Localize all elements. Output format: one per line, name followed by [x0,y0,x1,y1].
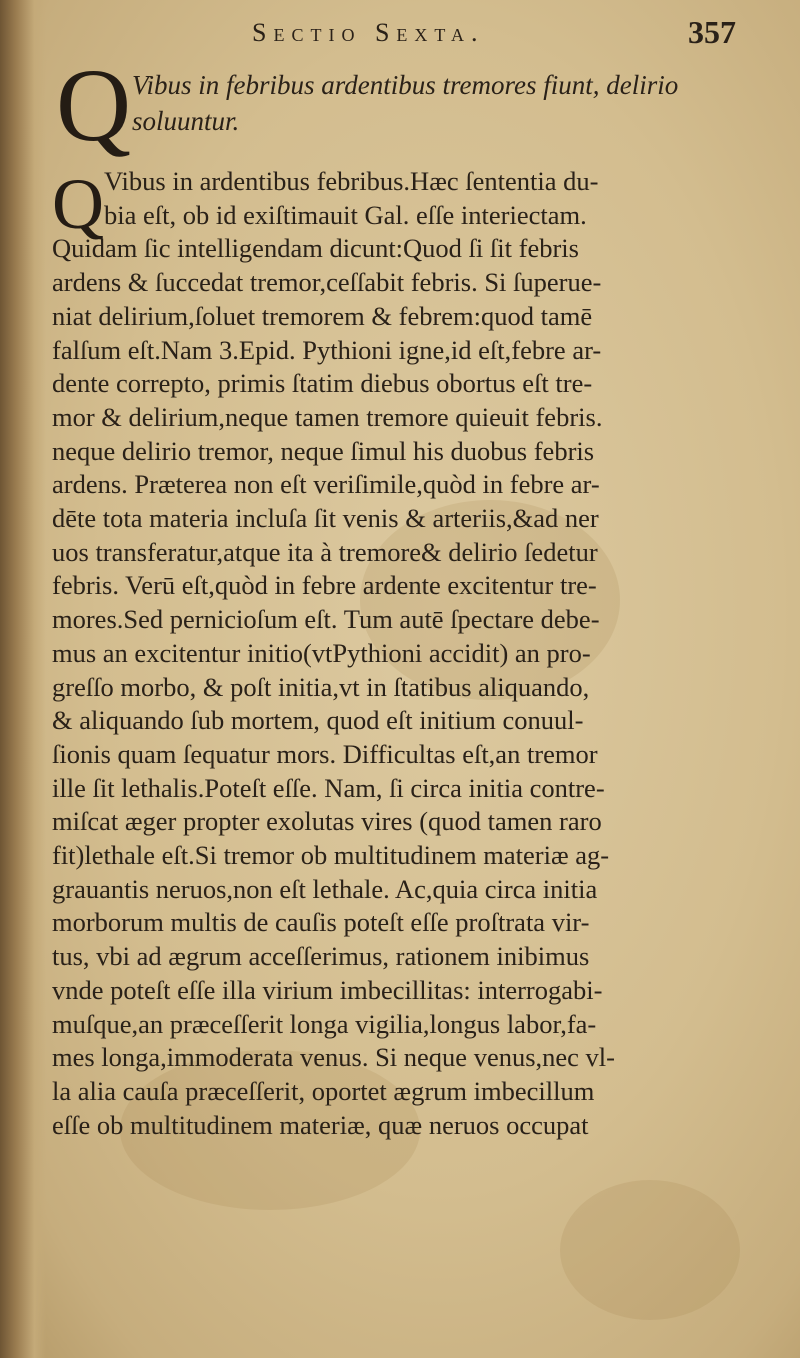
commentary-line: mor & delirium,neque tamen tremore quieuit febris. [52,401,603,432]
commentary-line: & aliquando ſub mortem, quod eſt initium conuul- [52,705,584,736]
commentary-line: mores.Sed pernicioſum eſt. Tum autē ſpectare debe- [52,604,600,635]
paper-stain [560,1180,740,1320]
commentary-line: ardens & ſuccedat tremor,ceſſabit febris. Si ſuperue- [52,267,602,298]
commentary-line: ſionis quam ſequatur mors. Difficultas eſt,an tremor [52,738,598,769]
aphorism-line: Vibus in febribus ardentibus tremores fiunt, delirio [132,70,679,100]
commentary-line: fit)lethale eſt.Si tremor ob multitudinem materiæ ag- [52,840,610,870]
running-head: Sectio Sexta. [252,18,485,47]
commentary-line: muſque,an præceſſerit longa vigilia,longus labor,fa- [52,1008,597,1039]
aphorism-line: soluuntur. [132,106,240,136]
commentary-line: niat delirium,ſoluet tremorem & febrem:quod tamē [52,300,593,331]
drop-cap-initial: Q [56,48,132,163]
page-number: 357 [688,14,736,50]
binding-gutter [0,0,46,1358]
commentary-line: greſſo morbo, & poſt initia,vt in ſtatibus aliquando, [52,671,590,702]
drop-cap-initial: Q [52,164,104,244]
commentary-line: morborum multis de cauſis poteſt eſſe proſtrata vir- [52,907,590,938]
aphorism [56,48,746,163]
commentary-line: neque delirio tremor, neque ſimul his duobus febris [52,435,595,466]
commentary-line: mus an excitentur initio(vtPythioni accidit) an pro- [52,637,591,668]
commentary-line: grauantis neruos,non eſt lethale. Ac,quia circa initia [52,873,598,904]
commentary-line: Quidam ſic intelligendam dicunt:Quod ſi ſit febris [52,233,579,264]
commentary-line: mes longa,immoderata venus. Si neque venus,nec vl- [52,1042,615,1073]
commentary-line: eſſe ob multitudinem materiæ, quæ neruos occupat [52,1109,589,1140]
commentary-line: la alia cauſa præceſſerit, oportet ægrum imbecillum [52,1075,595,1106]
commentary-line: bia eſt, ob id exiſtimauit Gal. eſſe interiectam. [104,199,587,230]
commentary-line: ardens. Præterea non eſt veriſimile,quòd in febre ar- [52,469,600,500]
commentary-line: dēte tota materia incluſa ſit venis & arteriis,&ad ner [52,503,599,533]
commentary-line: tus, vbi ad ægrum acceſſerimus, rationem inibimus [52,941,590,972]
commentary-line: ille ſit lethalis.Poteſt eſſe. Nam, ſi circa initia contre- [52,772,605,803]
commentary-line: falſum eſt.Nam 3.Epid. Pythioni igne,id eſt,febre ar- [52,334,602,365]
commentary-line: dente correpto, primis ſtatim diebus obortus eſt tre- [52,368,593,399]
commentary-line: vnde poteſt eſſe illa virium imbecillitas: interrogabi- [52,974,603,1005]
commentary-line: uos transferatur,atque ita à tremore& delirio ſedetur [52,536,598,567]
commentary-line: Vibus in ardentibus febribus.Hæc ſententia du- [104,166,599,196]
commentary-line: miſcat æger propter exolutas vires (quod tamen raro [52,806,602,837]
commentary-line: febris. Verū eſt,quòd in febre ardente excitentur tre- [52,570,597,601]
